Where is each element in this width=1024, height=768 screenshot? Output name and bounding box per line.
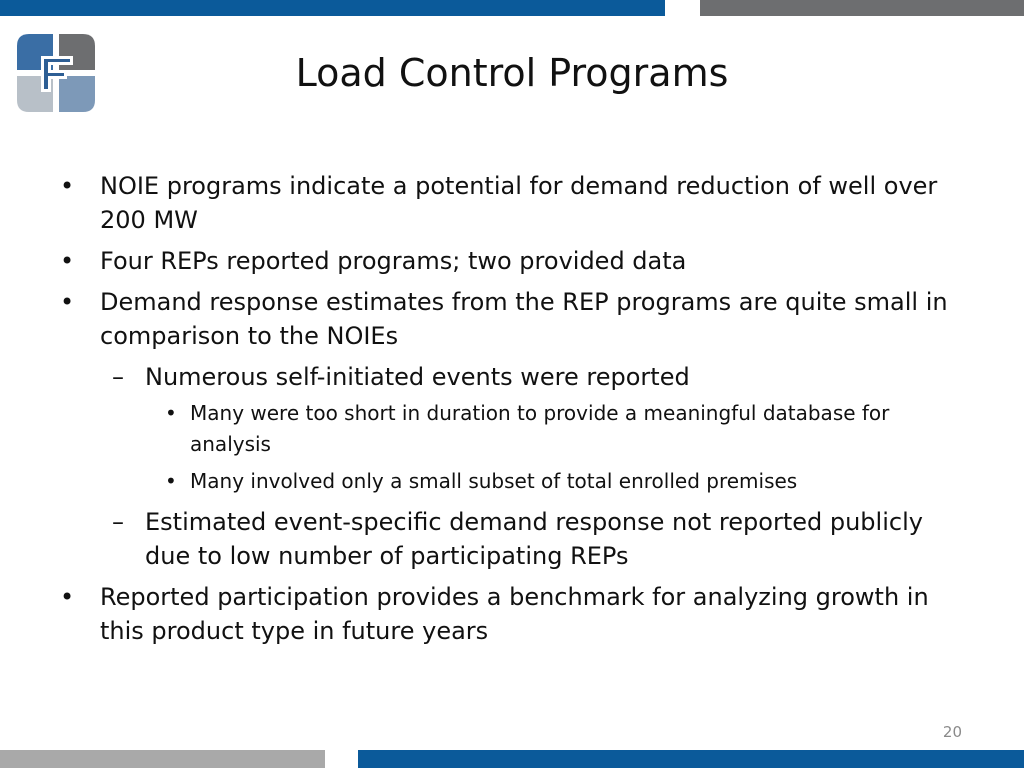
sub-sub-bullet-text: Many involved only a small subset of total enrolled premises [190, 469, 798, 493]
bullet-item [60, 169, 980, 237]
bottom-blue-bar [358, 750, 1024, 768]
bullet-marker: • [60, 583, 75, 611]
sub-sub-bullet-item [165, 398, 970, 460]
bullet-text: Demand response estimates from the REP programs are quite small in comparison to the NOIEs [100, 288, 948, 350]
slide-title: Load Control Programs [295, 51, 729, 95]
bullet-item [60, 580, 980, 648]
sub-sub-bullet-text: Many were too short in duration to provide a meaningful database for analysis [190, 401, 890, 456]
sub-bullet-item [112, 360, 975, 394]
bullet-marker: • [60, 247, 75, 275]
sub-bullet-text: Numerous self-initiated events were reported [145, 363, 690, 391]
bullet-marker: • [165, 469, 177, 493]
dash-marker: – [112, 508, 124, 536]
bullet-marker: • [165, 401, 177, 425]
bullet-item [60, 285, 980, 353]
bottom-gray-bar [0, 750, 325, 768]
bullet-text: Four REPs reported programs; two provided data [100, 247, 687, 275]
sub-sub-bullet-item [165, 466, 970, 497]
bullet-text: NOIE programs indicate a potential for demand reduction of well over 200 MW [100, 172, 938, 234]
bullet-text: Reported participation provides a benchmark for analyzing growth in this product type in future years [100, 583, 929, 645]
sub-bullet-text: Estimated event-specific demand response not reported publicly due to low number of participating REPs [145, 508, 923, 570]
page-number: 20 [942, 723, 962, 741]
bullet-marker: • [60, 288, 75, 316]
sub-bullet-item [112, 505, 975, 573]
bullet-item [60, 244, 980, 278]
dash-marker: – [112, 363, 124, 391]
bullet-marker: • [60, 172, 75, 200]
